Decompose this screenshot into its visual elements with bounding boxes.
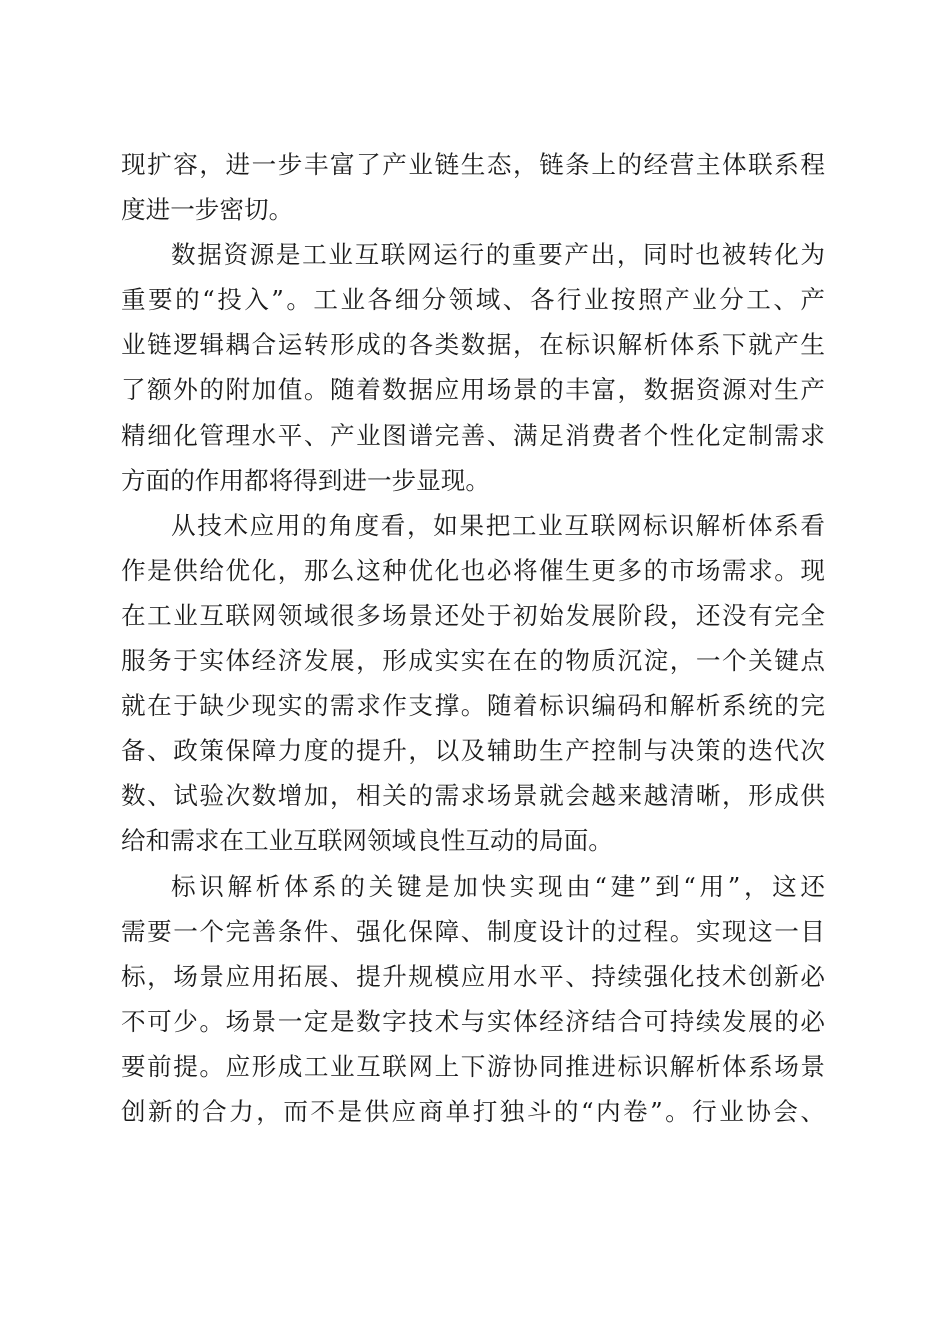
paragraph-3 <box>121 503 825 864</box>
text-line: 从技术应用的角度看，如果把工业互联网标识解析体系看 <box>171 510 825 540</box>
text-line: 给和需求在工业互联网领域良性互动的局面。 <box>121 826 613 856</box>
text-line: 标，场景应用拓展、提升规模应用水平、持续强化技术创新必 <box>121 961 825 991</box>
text-line: 就在于缺少现实的需求作支撑。随着标识编码和解析系统的完 <box>121 691 825 721</box>
text-line: 重要的“投入”。工业各细分领域、各行业按照产业分工、产 <box>121 285 825 315</box>
paragraph-1 <box>121 142 825 232</box>
text-line: 度进一步密切。 <box>121 195 294 225</box>
text-line: 要前提。应形成工业互联网上下游协同推进标识解析体系场景 <box>121 1051 825 1081</box>
text-line: 在工业互联网领域很多场景还处于初始发展阶段，还没有完全 <box>121 600 825 630</box>
paragraph-4 <box>121 864 825 1135</box>
text-line: 数、试验次数增加，相关的需求场景就会越来越清晰，形成供 <box>121 781 825 811</box>
text-line: 不可少。场景一定是数字技术与实体经济结合可持续发展的必 <box>121 1006 825 1036</box>
text-line: 数据资源是工业互联网运行的重要产出，同时也被转化为 <box>171 240 825 270</box>
text-line: 业链逻辑耦合运转形成的各类数据，在标识解析体系下就产生 <box>121 330 825 360</box>
text-line: 作是供给优化，那么这种优化也必将催生更多的市场需求。现 <box>121 555 825 585</box>
text-line: 现扩容，进一步丰富了产业链生态，链条上的经营主体联系程 <box>121 150 825 179</box>
body-text <box>121 142 825 1134</box>
text-line: 需要一个完善条件、强化保障、制度设计的过程。实现这一目 <box>121 916 825 946</box>
text-line: 了额外的附加值。随着数据应用场景的丰富，数据资源对生产 <box>121 375 825 405</box>
text-line: 服务于实体经济发展，形成实实在在的物质沉淀，一个关键点 <box>121 646 825 676</box>
text-line: 创新的合力，而不是供应商单打独斗的“内卷”。行业协会、 <box>121 1096 825 1126</box>
text-line: 备、政策保障力度的提升，以及辅助生产控制与决策的迭代次 <box>121 736 825 766</box>
paragraph-2 <box>121 232 825 503</box>
text-line: 标识解析体系的关键是加快实现由“建”到“用”，这还 <box>171 871 825 901</box>
text-line: 方面的作用都将得到进一步显现。 <box>121 465 490 495</box>
text-line: 精细化管理水平、产业图谱完善、满足消费者个性化定制需求 <box>121 420 825 450</box>
